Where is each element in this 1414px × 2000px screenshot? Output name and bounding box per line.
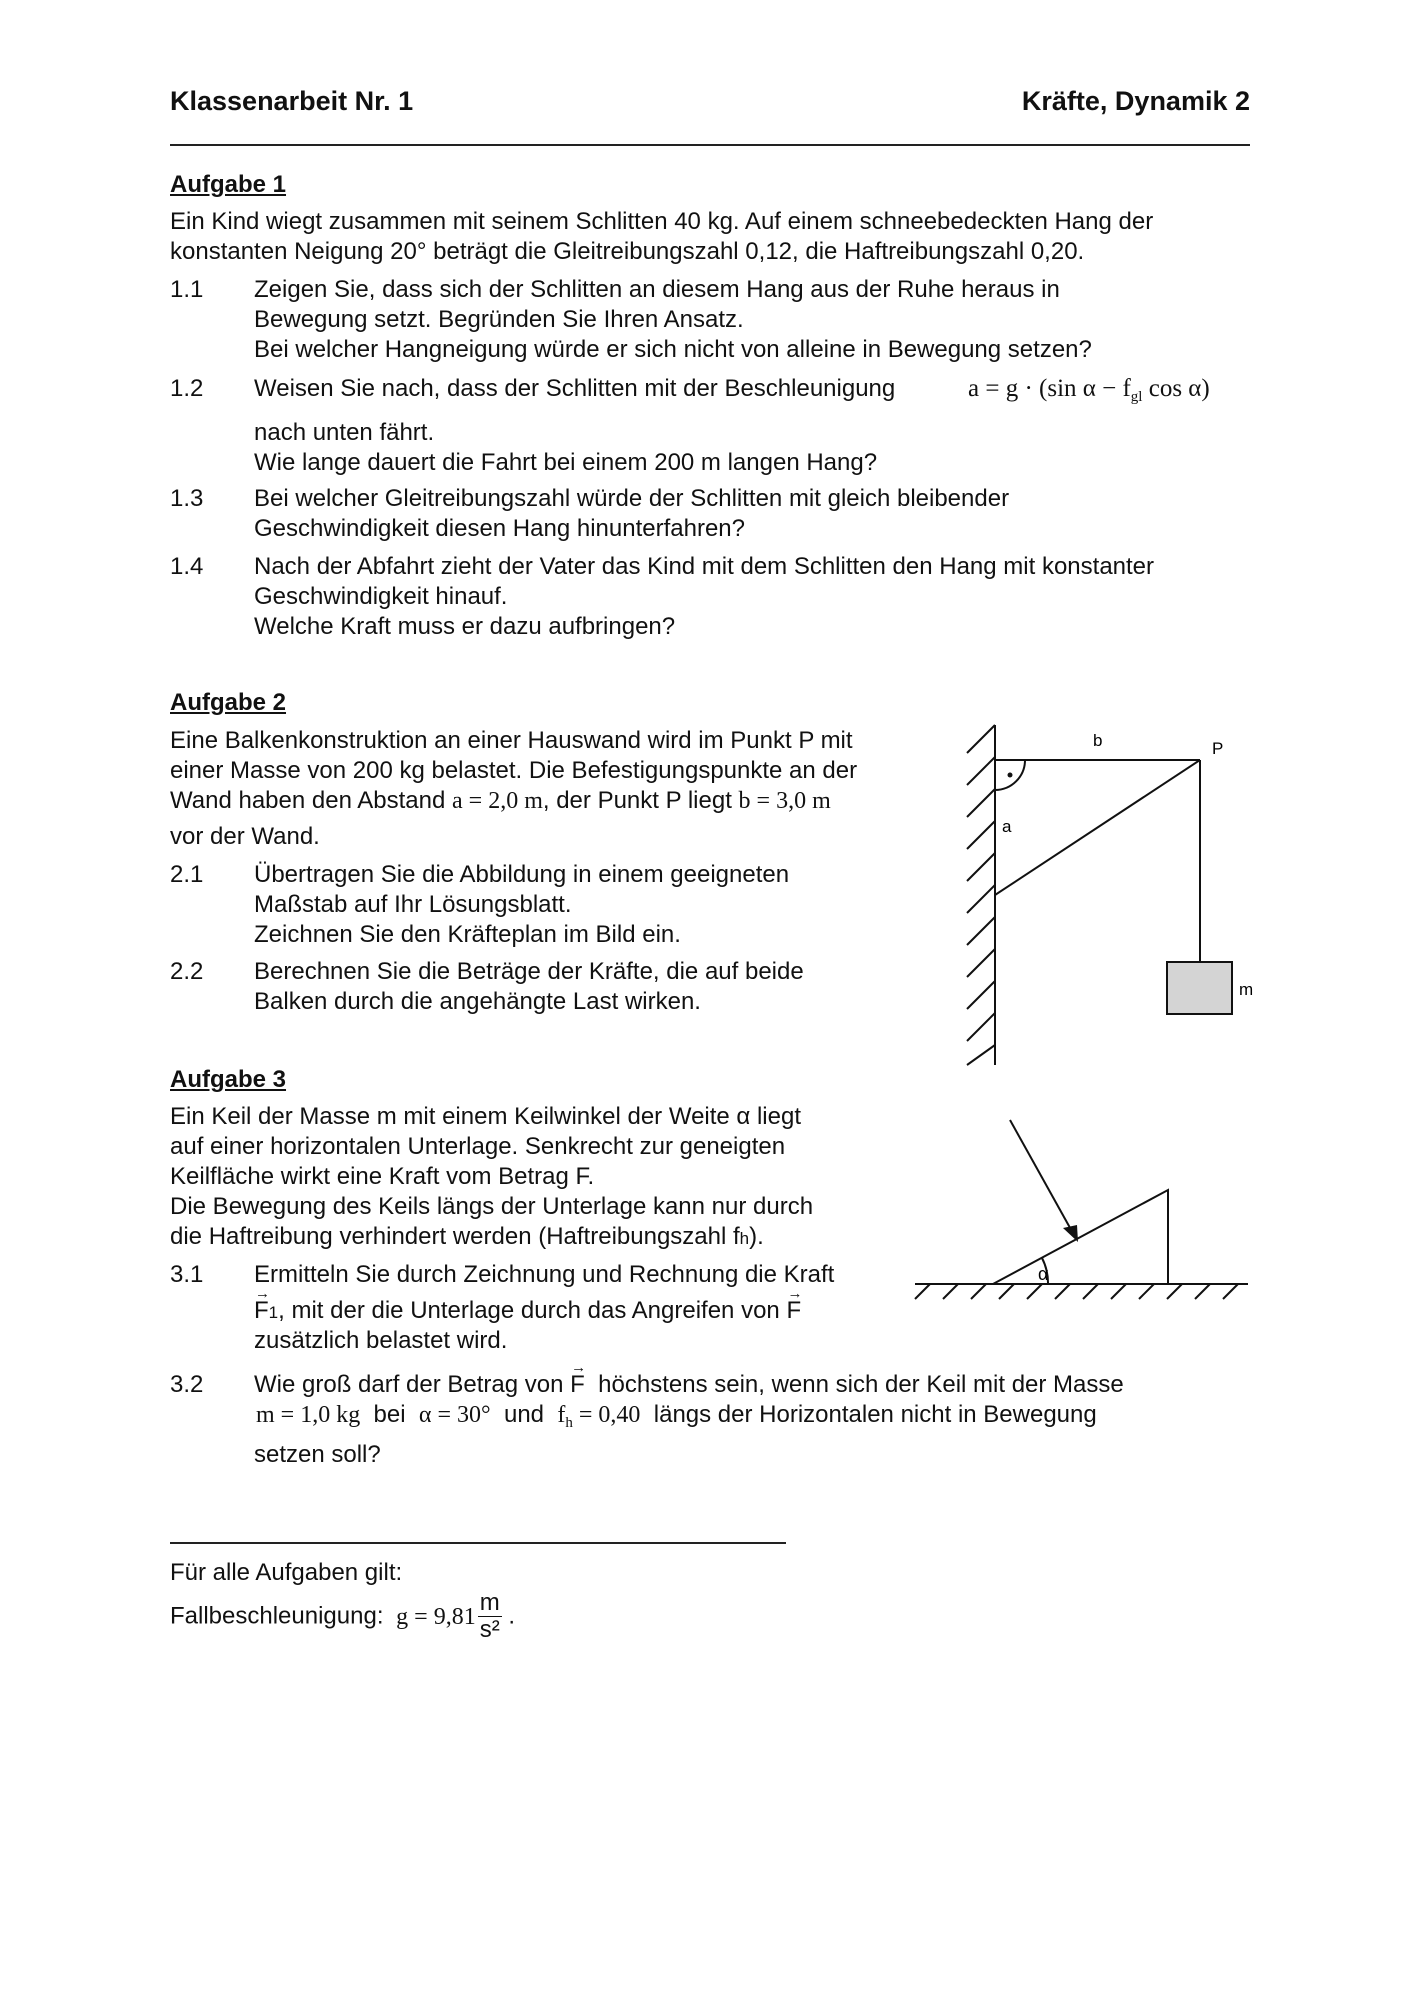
- task2-intro-4: vor der Wand.: [170, 823, 320, 850]
- q-num: 3.2: [170, 1371, 204, 1398]
- q-line: Welche Kraft muss er dazu aufbringen?: [254, 613, 676, 640]
- q-num: 2.1: [170, 861, 204, 888]
- task2-intro-1: Eine Balkenkonstruktion an einer Hauswand wird im Punkt P mit: [170, 727, 853, 754]
- q-line: nach unten fährt.: [254, 419, 435, 446]
- q-line: zusätzlich belastet wird.: [254, 1327, 508, 1354]
- gravity-constant: Fallbeschleunigung: g = 9,81 $\frac{m}{\text{s²}}$ .: [170, 1589, 516, 1643]
- wedge: [993, 1190, 1168, 1284]
- task3-heading: Aufgabe 3: [170, 1066, 287, 1093]
- wedge-figure: [910, 1110, 1250, 1320]
- task2-intro-3: Wand haben den Abstand a = 2,0 m, der Punkt P liegt b = 3,0 m: [170, 787, 831, 814]
- header-rule: [170, 144, 1250, 146]
- q-line: Wie lange dauert die Fahrt bei einem 200 m langen Hang?: [254, 449, 878, 476]
- footer-rule: [170, 1542, 786, 1544]
- ground-hatching: [915, 1284, 1238, 1299]
- footer-note: Für alle Aufgaben gilt:: [170, 1559, 403, 1586]
- label-a: a: [1002, 817, 1012, 836]
- task1-intro-2: konstanten Neigung 20° beträgt die Gleitreibungszahl 0,12, die Haftreibungszahl 0,20.: [170, 238, 1085, 265]
- task3-intro-4: Die Bewegung des Keils längs der Unterlage kann nur durch: [170, 1193, 814, 1220]
- q-line: Nach der Abfahrt zieht der Vater das Kind mit dem Schlitten den Hang mit konstanter: [254, 553, 1155, 580]
- q-line: Maßstab auf Ihr Lösungsblatt.: [254, 891, 572, 918]
- force-arrowhead: [1063, 1225, 1078, 1242]
- q-line: Ermitteln Sie durch Zeichnung und Rechnung die Kraft: [254, 1261, 835, 1288]
- beam-figure: [955, 715, 1275, 1070]
- q-line: Wie groß darf der Betrag von → F höchstens sein, wenn sich der Keil mit der Masse: [254, 1370, 1124, 1400]
- q-num: 1.1: [170, 276, 204, 303]
- q-line: Berechnen Sie die Beträge der Kräfte, die auf beide: [254, 958, 804, 985]
- doc-title: Klassenarbeit Nr. 1: [170, 86, 414, 116]
- task2-heading: Aufgabe 2: [170, 689, 287, 716]
- q-num: 1.4: [170, 553, 204, 580]
- label-p: P: [1212, 739, 1224, 758]
- task3-intro-2: auf einer horizontalen Unterlage. Senkrecht zur geneigten: [170, 1133, 786, 1160]
- q-num: 1.2: [170, 375, 204, 402]
- label-b: b: [1093, 731, 1103, 750]
- q-num: 2.2: [170, 958, 204, 985]
- force-arrow-shaft: [1010, 1120, 1074, 1235]
- q-num: 1.3: [170, 485, 204, 512]
- q-line: Zeichnen Sie den Kräfteplan im Bild ein.: [254, 921, 681, 948]
- task1-intro-1: Ein Kind wiegt zusammen mit seinem Schlitten 40 kg. Auf einem schneebedeckten Hang der: [170, 208, 1154, 235]
- label-m: m: [1239, 980, 1254, 999]
- q-line: Weisen Sie nach, dass der Schlitten mit der Beschleunigung: [254, 375, 896, 402]
- task3-intro-1: Ein Keil der Masse m mit einem Keilwinkel der Weite α liegt: [170, 1103, 801, 1130]
- task3-intro-3: Keilfläche wirkt eine Kraft vom Betrag F.: [170, 1163, 595, 1190]
- alpha-label: α: [1038, 1264, 1049, 1284]
- q-line: Geschwindigkeit hinauf.: [254, 583, 508, 610]
- q-line: setzen soll?: [254, 1441, 381, 1468]
- task2-intro-2: einer Masse von 200 kg belastet. Die Befestigungspunkte an der: [170, 757, 858, 784]
- q-line: Geschwindigkeit diesen Hang hinunterfahren?: [254, 515, 745, 542]
- task3-intro-5: die Haftreibung verhindert werden (Haftreibungszahl fh).: [170, 1223, 764, 1250]
- right-angle-dot: [1008, 773, 1013, 778]
- q-line: Bei welcher Hangneigung würde er sich nicht von alleine in Bewegung setzen?: [254, 336, 1092, 363]
- q-line: Bei welcher Gleitreibungszahl würde der Schlitten mit gleich bleibender: [254, 485, 1010, 512]
- diagonal-beam: [995, 760, 1200, 895]
- acceleration-formula: a = g · (sin $\alpha - f_{gl}$ cos α): [968, 375, 1210, 405]
- q-line: → F1, mit der die Unterlage durch das Angreifen von → F: [254, 1296, 801, 1328]
- q-line: Zeigen Sie, dass sich der Schlitten an diesem Hang aus der Ruhe heraus in: [254, 276, 1060, 303]
- wall-hatching: [967, 725, 995, 1065]
- q-line: Balken durch die angehängte Last wirken.: [254, 988, 701, 1015]
- q-num: 3.1: [170, 1261, 204, 1288]
- q-line: m = 1,0 kg bei α = 30° und $f_h = 0,40$ längs der Horizontalen nicht in Bewegung: [256, 1401, 1097, 1431]
- task1-heading: Aufgabe 1: [170, 171, 287, 198]
- q-line: Übertragen Sie die Abbildung in einem geeigneten: [254, 861, 790, 888]
- mass-block: [1167, 962, 1232, 1014]
- q-line: Bewegung setzt. Begründen Sie Ihren Ansatz.: [254, 306, 744, 333]
- doc-topic: Kräfte, Dynamik 2: [1021, 86, 1250, 116]
